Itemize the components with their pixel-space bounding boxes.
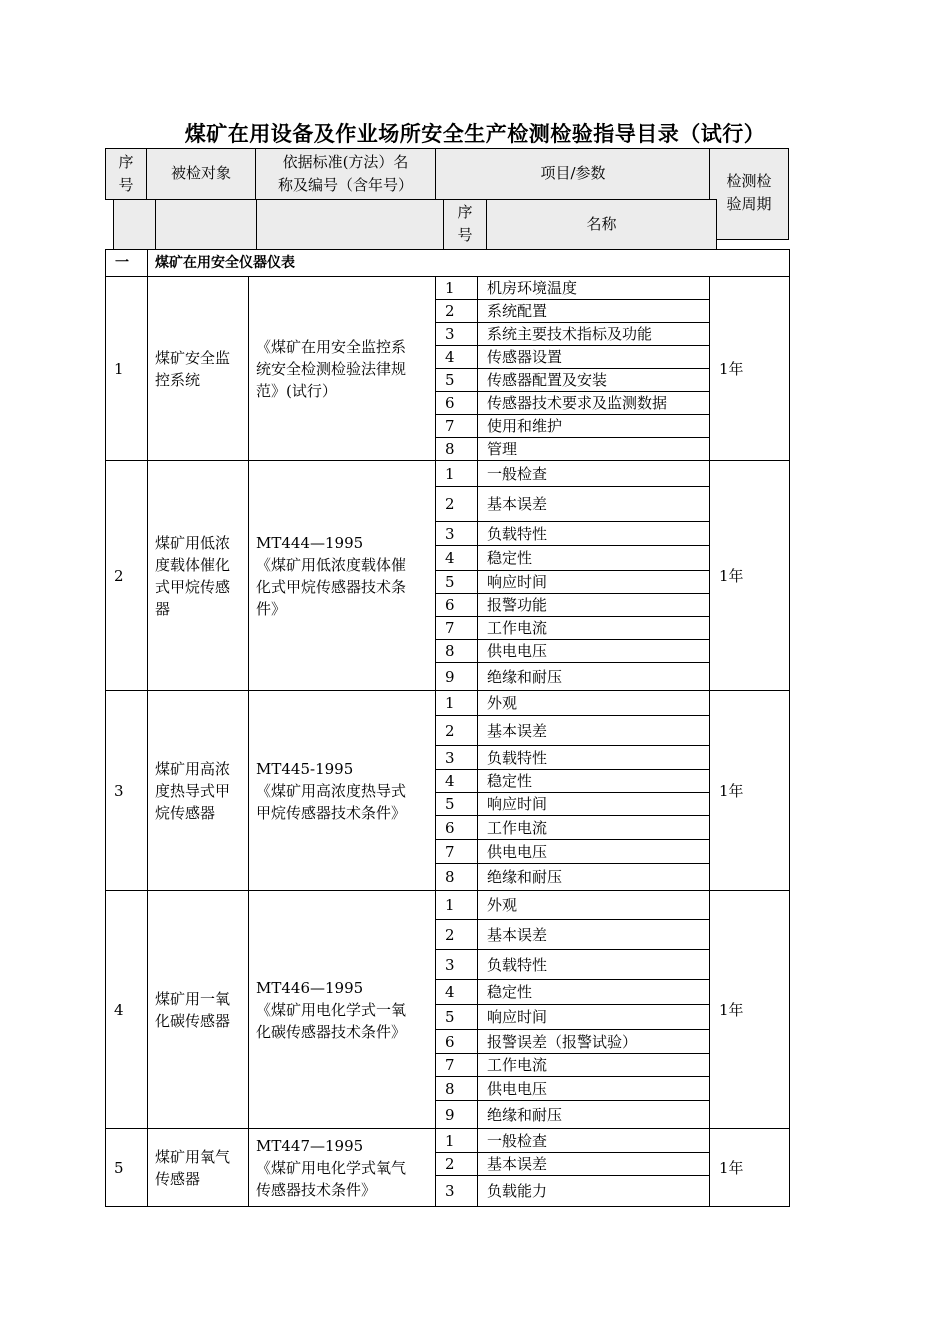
inspected-object: [148, 277, 249, 461]
standard-reference: [249, 691, 436, 891]
object-line: 煤矿用低浓: [155, 533, 231, 552]
object-line: 化碳传感器: [155, 1011, 231, 1030]
item-name: 一般检查: [478, 461, 710, 487]
item-number: 2: [436, 716, 478, 746]
inspected-object: [148, 1129, 249, 1207]
group-number: 5: [106, 1129, 148, 1207]
standard-line: MT447—1995: [256, 1136, 364, 1155]
item-name: 机房环境温度: [478, 277, 710, 300]
object-line: 控系统: [155, 370, 201, 389]
item-name: 绝缘和耐压: [478, 864, 710, 891]
item-number: 2: [436, 487, 478, 522]
item-name: 响应时间: [478, 1005, 710, 1030]
item-number: 6: [436, 392, 478, 415]
item-name: 稳定性: [478, 980, 710, 1005]
object-line: 烷传感器: [155, 803, 216, 822]
section-row: [106, 250, 790, 277]
standard-line: 甲烷传感器技术条件》: [256, 803, 407, 822]
item-name: 稳定性: [478, 546, 710, 571]
object-line: 煤矿安全监: [155, 348, 231, 367]
object-line: 煤矿用高浓: [155, 759, 231, 778]
header-blank-1: [113, 199, 156, 250]
item-name: 工作电流: [478, 816, 710, 840]
section-title: 煤矿在用安全仪器仪表: [148, 250, 790, 277]
item-number: 9: [436, 663, 478, 691]
inspection-period: 1年: [710, 277, 790, 461]
header-sub-seq-label: 序 号: [457, 203, 473, 244]
inspection-period: 1年: [710, 691, 790, 891]
group-number: 4: [106, 891, 148, 1129]
item-number: 2: [436, 1153, 478, 1176]
header-standard-label: 依据标准(方法）名 称及编号（含年号）: [277, 153, 413, 194]
standard-reference: [249, 461, 436, 691]
item-name: 基本误差: [478, 487, 710, 522]
inspection-period: 1年: [710, 461, 790, 691]
inspected-object: [148, 891, 249, 1129]
inspection-period: 1年: [710, 891, 790, 1129]
standard-line: 统安全检测检验法律规: [256, 359, 407, 378]
standard-reference: [249, 277, 436, 461]
item-number: 9: [436, 1101, 478, 1129]
item-number: 7: [436, 415, 478, 438]
item-number: 7: [436, 840, 478, 864]
standard-line: 传感器技术条件》: [256, 1180, 377, 1199]
item-name: 供电电压: [478, 840, 710, 864]
item-number: 1: [436, 1129, 478, 1153]
object-line: 度载体催化: [155, 555, 231, 574]
group-number: 1: [106, 277, 148, 461]
standard-line: 化碳传感器技术条件》: [256, 1022, 407, 1041]
item-number: 7: [436, 1054, 478, 1077]
item-number: 4: [436, 346, 478, 369]
standard-line: MT446—1995: [256, 978, 364, 997]
item-number: 4: [436, 980, 478, 1005]
item-number: 8: [436, 640, 478, 663]
table-row: [106, 1129, 790, 1153]
standard-line: MT444—1995: [256, 533, 364, 552]
item-name: 使用和维护: [478, 415, 710, 438]
item-number: 5: [436, 571, 478, 594]
group-number: 3: [106, 691, 148, 891]
item-name: 管理: [478, 438, 710, 461]
inspected-object: [148, 691, 249, 891]
item-name: 负载特性: [478, 522, 710, 546]
group-number: 2: [106, 461, 148, 691]
object-line: 煤矿用氧气: [155, 1147, 231, 1166]
item-name: 绝缘和耐压: [478, 663, 710, 691]
item-number: 7: [436, 617, 478, 640]
item-number: 6: [436, 594, 478, 617]
header-items-label: 项目/参数: [540, 164, 606, 182]
standard-line: 范》(试行）: [256, 381, 337, 400]
item-name: 工作电流: [478, 1054, 710, 1077]
item-number: 5: [436, 793, 478, 816]
item-name: 稳定性: [478, 770, 710, 793]
item-number: 6: [436, 1030, 478, 1054]
item-number: 4: [436, 770, 478, 793]
item-name: 报警功能: [478, 594, 710, 617]
item-number: 8: [436, 1077, 478, 1101]
object-line: 传感器: [155, 1169, 201, 1188]
inspection-catalog-table: [105, 249, 790, 1207]
item-number: 1: [436, 277, 478, 300]
header-period-label: 检测检 验周期: [726, 172, 772, 213]
header-sub-name-label: 名称: [586, 215, 617, 233]
standard-line: 《煤矿在用安全监控系: [256, 337, 407, 356]
item-name: 供电电压: [478, 640, 710, 663]
standard-line: 《煤矿用高浓度热导式: [256, 781, 407, 800]
header-object-label: 被检对象: [170, 164, 231, 182]
standard-line: 《煤矿用低浓度载体催: [256, 555, 407, 574]
inspection-period: 1年: [710, 1129, 790, 1207]
item-name: 绝缘和耐压: [478, 1101, 710, 1129]
section-number: 一: [106, 250, 148, 277]
item-name: 一般检查: [478, 1129, 710, 1153]
item-name: 报警误差（报警试验）: [478, 1030, 710, 1054]
standard-line: 化式甲烷传感器技术条: [256, 577, 407, 596]
item-name: 工作电流: [478, 617, 710, 640]
table-row: [106, 691, 790, 716]
item-number: 3: [436, 522, 478, 546]
item-number: 3: [436, 746, 478, 770]
item-name: 传感器设置: [478, 346, 710, 369]
table-row: [106, 891, 790, 920]
item-number: 4: [436, 546, 478, 571]
item-number: 1: [436, 891, 478, 920]
inspected-object: [148, 461, 249, 691]
standard-line: 件》: [256, 599, 287, 618]
item-number: 5: [436, 1005, 478, 1030]
item-number: 3: [436, 950, 478, 980]
standard-line: 《煤矿用电化学式氧气: [256, 1158, 407, 1177]
item-number: 6: [436, 816, 478, 840]
item-number: 1: [436, 461, 478, 487]
item-name: 外观: [478, 891, 710, 920]
object-line: 煤矿用一氧: [155, 989, 231, 1008]
item-name: 负载特性: [478, 746, 710, 770]
item-name: 响应时间: [478, 793, 710, 816]
item-number: 2: [436, 300, 478, 323]
header-blank-2: [155, 199, 257, 250]
item-number: 3: [436, 323, 478, 346]
header-seq-label: 序 号: [118, 153, 134, 194]
item-name: 传感器技术要求及监测数据: [478, 392, 710, 415]
table-row: [106, 461, 790, 487]
item-name: 基本误差: [478, 920, 710, 950]
item-name: 负载特性: [478, 950, 710, 980]
standard-reference: [249, 891, 436, 1129]
item-name: 响应时间: [478, 571, 710, 594]
standard-line: 《煤矿用电化学式一氧: [256, 1000, 407, 1019]
item-number: 8: [436, 864, 478, 891]
item-number: 5: [436, 369, 478, 392]
item-name: 供电电压: [478, 1077, 710, 1101]
standard-line: MT445-1995: [256, 759, 354, 778]
object-line: 式甲烷传感: [155, 577, 231, 596]
item-name: 负载能力: [478, 1176, 710, 1207]
item-name: 外观: [478, 691, 710, 716]
item-name: 系统主要技术指标及功能: [478, 323, 710, 346]
item-number: 2: [436, 920, 478, 950]
standard-reference: [249, 1129, 436, 1207]
item-number: 3: [436, 1176, 478, 1207]
item-name: 系统配置: [478, 300, 710, 323]
item-name: 基本误差: [478, 1153, 710, 1176]
document-title: 煤矿在用设备及作业场所安全生产检测检验指导目录（试行）: [184, 122, 766, 146]
object-line: 器: [155, 599, 171, 618]
item-number: 1: [436, 691, 478, 716]
header-blank-3: [256, 199, 444, 250]
item-name: 传感器配置及安装: [478, 369, 710, 392]
item-number: 8: [436, 438, 478, 461]
table-row: [106, 277, 790, 300]
object-line: 度热导式甲: [155, 781, 231, 800]
item-name: 基本误差: [478, 716, 710, 746]
